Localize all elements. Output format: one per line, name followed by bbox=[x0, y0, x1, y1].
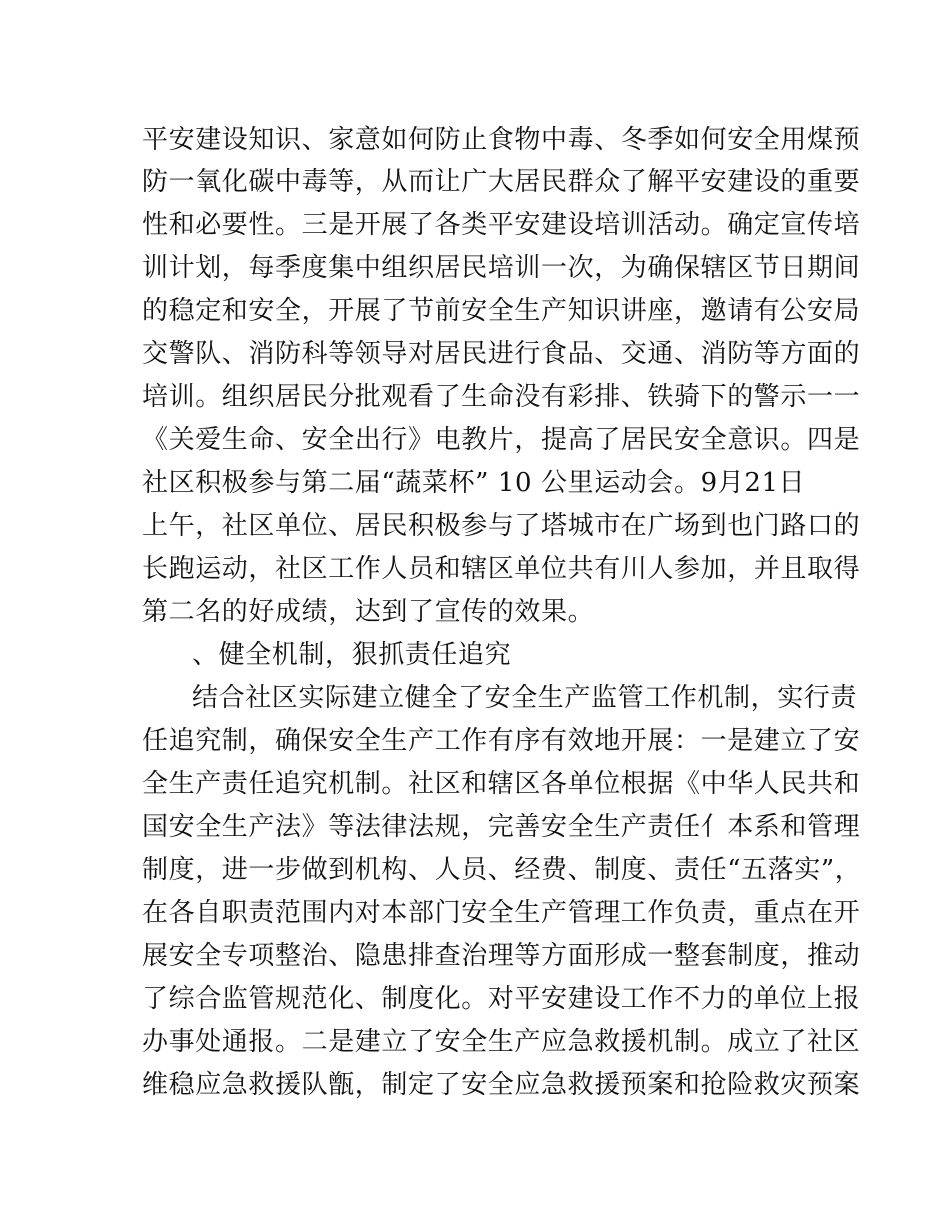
text-line: 的稳定和安全，开展了节前安全生产知识讲座，邀请有公安局 bbox=[142, 296, 861, 326]
text-line: 《关爱生命、安全出行》电教片，提高了居民安全意识。四是 bbox=[142, 425, 861, 455]
text-line: 上午，社区单位、居民积极参与了塔城市在广场到也门路口的 bbox=[142, 511, 861, 541]
text-line: 制度，进一步做到机构、人员、经费、制度、责任“五落实”， bbox=[142, 855, 862, 885]
section-heading: 、健全机制，狠抓责任追究 bbox=[192, 640, 512, 670]
text-line: 国安全生产法》等法律法规，完善安全生产责任亻本系和管理 bbox=[142, 812, 861, 842]
text-line: 任追究制，确保安全生产工作有序有效地开展：一是建立了安 bbox=[142, 726, 861, 756]
text-line: 防一氧化碳中毒等，从而让广大居民群众了解平安建设的重要 bbox=[142, 167, 861, 197]
paragraph-first-line: 结合社区实际建立健全了安全生产监管工作机制，实行责 bbox=[192, 683, 858, 713]
text-line: 交警队、消防科等领导对居民进行食品、交通、消防等方面的 bbox=[142, 339, 861, 369]
text-line: 长跑运动，社区工作人员和辖区单位共有川人参加，并且取得 bbox=[142, 554, 861, 584]
text-line: 训计划，每季度集中组织居民培训一次，为确保辖区节日期间 bbox=[142, 253, 861, 283]
text-line: 第二名的好成绩，达到了宣传的效果。 bbox=[142, 597, 595, 627]
text-line: 培训。组织居民分批观看了生命没有彩排、铁骑下的警示一一 bbox=[142, 382, 861, 412]
text-line: 性和必要性。三是开展了各类平安建设培训活动。确定宣传培 bbox=[142, 210, 861, 240]
text-line: 全生产责任追究机制。社区和辖区各单位根据《中华人民共和 bbox=[142, 769, 861, 799]
text-line: 在各自职责范围内对本部门安全生产管理工作负责，重点在开 bbox=[142, 898, 861, 928]
text-line: 展安全专项整治、隐患排查治理等方面形成一整套制度，推动 bbox=[142, 941, 861, 971]
text-line: 维稳应急救援队甑，制定了安全应急救援预案和抢险救灾预案 bbox=[142, 1070, 861, 1100]
text-line: 平安建设知识、家意如何防止食物中毒、冬季如何安全用煤预 bbox=[142, 125, 861, 155]
text-line: 了综合监管规范化、制度化。对平安建设工作不力的单位上报 bbox=[142, 984, 861, 1014]
text-line: 办事处通报。二是建立了安全生产应急救援机制。成立了社区 bbox=[142, 1027, 861, 1057]
text-line: 社区积极参与第二届“蔬菜杯” 10 公里运动会。9月21日 bbox=[142, 468, 806, 498]
